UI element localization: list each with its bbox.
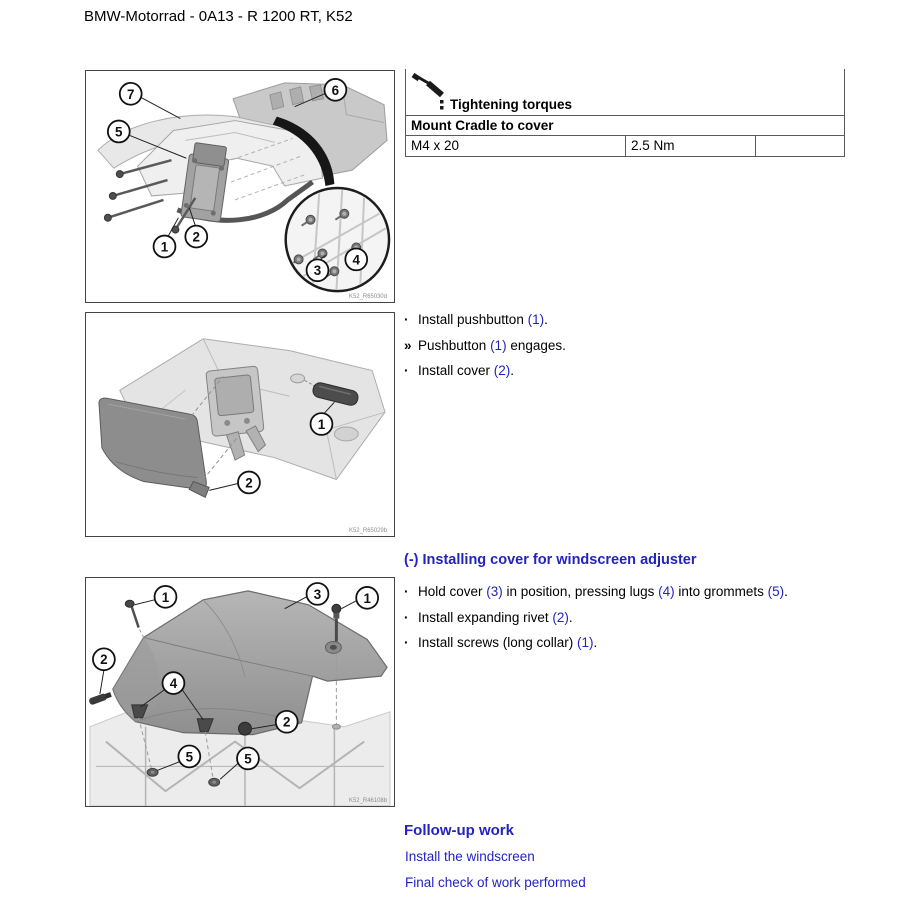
part-ref-link[interactable]: (1) — [490, 337, 507, 353]
part-ref-link[interactable]: (5) — [767, 584, 785, 599]
step-result-pushbutton-engages: » Pushbutton (1) engages. — [404, 337, 566, 353]
svg-text:5: 5 — [185, 749, 194, 765]
grommet-left — [147, 768, 158, 776]
figure-caption: K52_R65030d — [349, 294, 388, 301]
callout-7 — [120, 83, 181, 119]
svg-text:7: 7 — [126, 86, 135, 102]
step-list-adjuster-cover — [404, 583, 909, 660]
callout-4 — [345, 248, 367, 270]
followup-work-heading: Follow-up work — [404, 822, 514, 839]
page-title: BMW-Motorrad - 0A13 - R 1200 RT, K52 — [84, 8, 353, 25]
section-heading-installing-cover[interactable]: (-) Installing cover for windscreen adjuster — [404, 552, 697, 568]
bullet-marker: · — [404, 609, 409, 625]
torque-group-label: Mount Cradle to cover — [405, 115, 845, 136]
svg-text:2: 2 — [192, 229, 201, 245]
svg-text:4: 4 — [169, 676, 178, 692]
result-marker: » — [404, 337, 412, 353]
pushbutton-hole — [291, 374, 305, 383]
svg-text:5: 5 — [244, 751, 252, 767]
grommet-right — [209, 778, 220, 786]
torque-row — [405, 136, 845, 157]
svg-text:1: 1 — [363, 590, 371, 606]
expanding-rivet-center — [239, 722, 252, 735]
torque-note-cell — [756, 136, 844, 156]
part-ref-link[interactable]: (4) — [658, 584, 675, 599]
bullet-marker: · — [404, 635, 409, 650]
link-install-windscreen[interactable]: Install the windscreen — [405, 849, 535, 864]
step-list-pushbutton — [404, 311, 909, 388]
tightening-torques-table — [405, 69, 845, 157]
svg-text:2: 2 — [100, 652, 108, 668]
svg-text:2: 2 — [282, 714, 291, 730]
svg-text:1: 1 — [160, 239, 169, 255]
figure-cover-pushbutton — [85, 312, 395, 537]
figure-cradle-exploded-view — [85, 70, 395, 303]
step-install-expanding-rivet: · Install expanding rivet (2). — [404, 609, 573, 625]
part-ref-link[interactable]: (2) — [552, 609, 569, 625]
callout-2 — [209, 472, 260, 494]
figure-adjuster-cover — [85, 577, 395, 807]
part-ref-link[interactable]: (1) — [577, 635, 594, 650]
svg-text:5: 5 — [115, 124, 123, 140]
part-ref-link[interactable]: (2) — [493, 363, 511, 378]
torque-table-title: Tightening torques — [450, 97, 572, 112]
svg-text:1: 1 — [161, 589, 170, 605]
bullet-marker: · — [404, 363, 409, 378]
part-ref-link[interactable]: (1) — [527, 312, 545, 327]
link-final-check[interactable]: Final check of work performed — [405, 875, 586, 890]
screw-left — [125, 600, 145, 641]
step-hold-cover: · Hold cover (3) in position, pressing lugs (4) into grommets (5). — [404, 584, 788, 599]
callout-1-left — [135, 586, 177, 608]
torque-wrench-icon — [408, 71, 452, 113]
bullet-marker: · — [404, 584, 409, 599]
callout-2-left — [93, 648, 115, 694]
svg-text:3: 3 — [313, 263, 322, 279]
svg-text:3: 3 — [313, 586, 322, 602]
svg-text:4: 4 — [352, 252, 360, 268]
svg-text:6: 6 — [331, 82, 340, 98]
step-install-screws: · Install screws (long collar) (1). — [404, 635, 598, 650]
figure-caption: K52_R46108b — [349, 798, 388, 805]
torque-fastener-cell: M4 x 20 — [406, 136, 626, 156]
bullet-marker: · — [404, 312, 409, 327]
adjuster-mechanism — [206, 366, 267, 462]
torque-table-header-row — [405, 69, 845, 115]
part-ref-link[interactable]: (3) — [486, 584, 503, 599]
svg-text:2: 2 — [245, 475, 253, 491]
callout-1-right — [341, 587, 378, 609]
step-install-cover: · Install cover (2). — [404, 363, 515, 378]
torque-value-cell: 2.5 Nm — [626, 136, 756, 156]
figure-caption: K52_R65029b — [349, 528, 388, 535]
step-install-pushbutton: · Install pushbutton (1). — [404, 312, 548, 327]
svg-text:1: 1 — [317, 416, 326, 432]
callout-1 — [154, 218, 179, 258]
